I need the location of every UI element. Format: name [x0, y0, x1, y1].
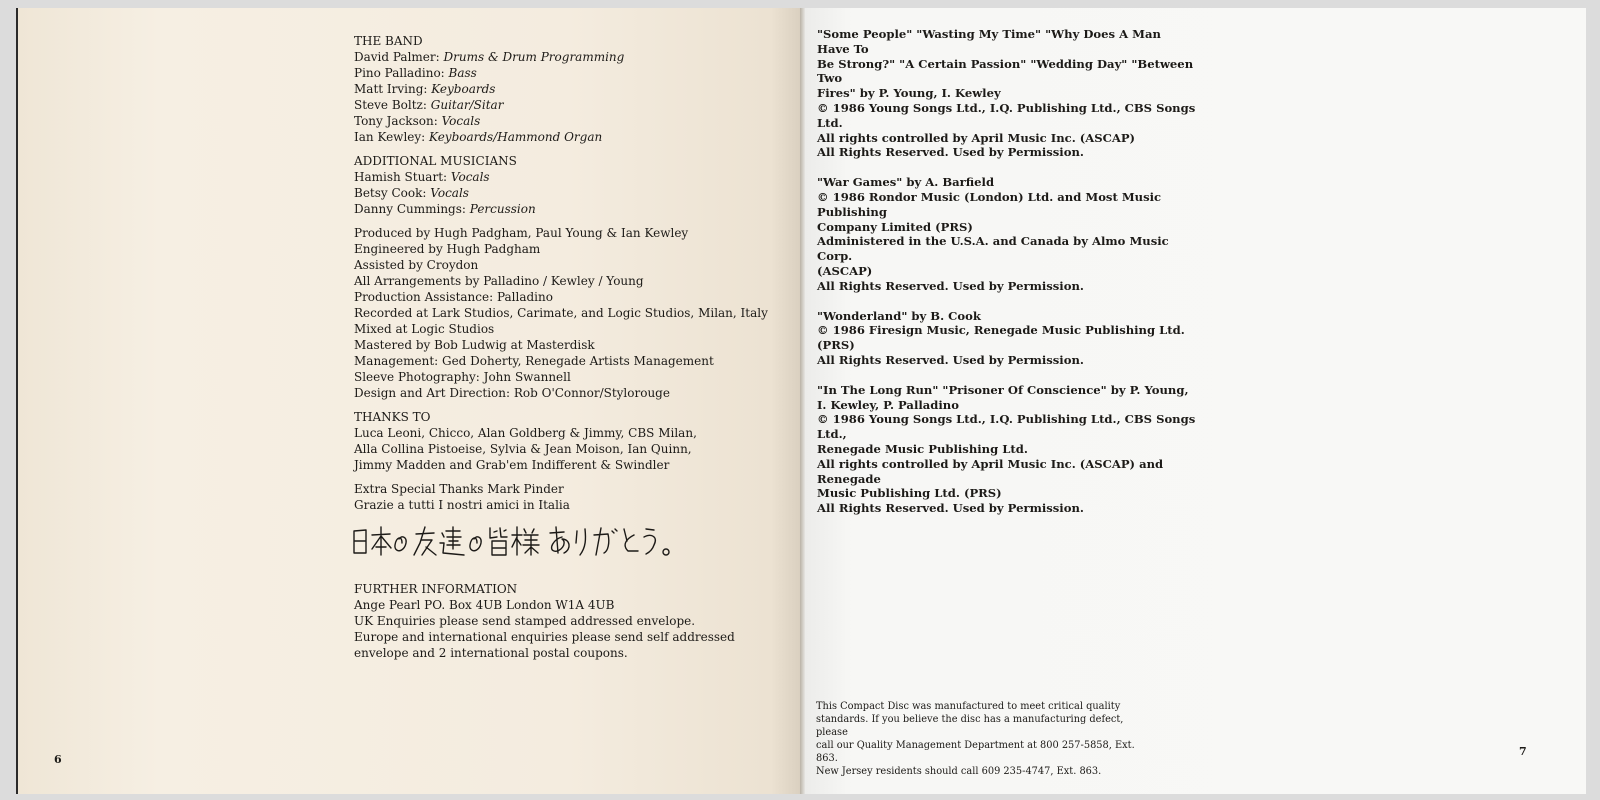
- credit-line: Fires" by P. Young, I. Kewley: [817, 86, 1001, 101]
- extra-thanks-line: Extra Special Thanks Mark Pinder: [354, 482, 564, 496]
- further-info-line: Europe and international enquiries please send self addressed: [354, 630, 735, 644]
- musician-role: Bass: [448, 66, 477, 80]
- production-credit-line: Management: Ged Doherty, Renegade Artists Management: [354, 354, 714, 368]
- credit-line: (ASCAP): [817, 263, 873, 278]
- song-credit-block: [817, 27, 1197, 160]
- additional-musicians-section: [354, 153, 784, 217]
- musician-name: Betsy Cook:: [354, 186, 427, 200]
- handwritten-japanese-image: [350, 523, 700, 563]
- footnote-line: New Jersey residents should call 609 235-4747, Ext. 863.: [816, 766, 1102, 777]
- thanks-list: [354, 425, 784, 473]
- production-credit-line: All Arrangements by Palladino / Kewley / Young: [354, 274, 644, 288]
- production-credits: [354, 225, 784, 401]
- production-credit-line: Production Assistance: Palladino: [354, 290, 553, 304]
- production-credit-line: Produced by Hugh Padgham, Paul Young & Ian Kewley: [354, 226, 689, 240]
- credit-line: "War Games" by A. Barfield: [817, 175, 995, 190]
- credit-line: I. Kewley, P. Palladino: [817, 397, 959, 412]
- band-heading: THE BAND: [354, 34, 423, 48]
- musician-line: [354, 201, 784, 217]
- musician-line: [354, 129, 784, 145]
- further-information-section: [354, 581, 784, 661]
- credit-line: © 1986 Firesign Music, Renegade Music Publishing Ltd. (PRS): [817, 323, 1185, 353]
- credit-line: Administered in the U.S.A. and Canada by Almo Music Corp.: [817, 234, 1169, 264]
- credit-line: Renegade Music Publishing Ltd.: [817, 441, 1028, 456]
- credit-line: All rights controlled by April Music Inc. (ASCAP): [817, 130, 1136, 145]
- production-credit-line: Sleeve Photography: John Swannell: [354, 370, 571, 384]
- musician-name: Pino Palladino:: [354, 66, 445, 80]
- thanks-line: Luca Leoni, Chicco, Alan Goldberg & Jimmy, CBS Milan,: [354, 426, 697, 440]
- credit-line: Music Publishing Ltd. (PRS): [817, 486, 1002, 501]
- credit-line: All Rights Reserved. Used by Permission.: [817, 352, 1084, 367]
- thanks-section: [354, 409, 784, 473]
- additional-heading: ADDITIONAL MUSICIANS: [354, 154, 517, 168]
- musician-role: Guitar/Sitar: [430, 98, 504, 112]
- musician-name: Matt Irving:: [354, 82, 428, 96]
- further-info-line: envelope and 2 international postal coupons.: [354, 646, 628, 660]
- musician-role: Drums & Drum Programming: [443, 50, 625, 64]
- production-credit-line: Assisted by Croydon: [354, 258, 479, 272]
- credit-line: All Rights Reserved. Used by Permission.: [817, 145, 1084, 160]
- band-section: [354, 33, 784, 145]
- musician-name: Hamish Stuart:: [354, 170, 448, 184]
- extra-thanks-line: Grazie a tutti I nostri amici in Italia: [354, 498, 570, 512]
- handwritten-japanese-note: [350, 523, 784, 563]
- page-number-right: 7: [1519, 745, 1527, 758]
- musician-line: [354, 169, 784, 185]
- credit-line: "Some People" "Wasting My Time" "Why Does A Man Have To: [817, 27, 1161, 56]
- left-page: [16, 8, 802, 794]
- musician-role: Vocals: [441, 114, 481, 128]
- musician-name: Steve Boltz:: [354, 98, 427, 112]
- extra-thanks: [354, 481, 784, 513]
- credit-line: "In The Long Run" "Prisoner Of Conscience" by P. Young,: [817, 382, 1189, 397]
- right-page: [805, 8, 1586, 794]
- band-list: [354, 49, 784, 145]
- page-number-left: 6: [54, 753, 62, 766]
- production-credit-line: Mastered by Bob Ludwig at Masterdisk: [354, 338, 595, 352]
- musician-name: Danny Cummings:: [354, 202, 466, 216]
- musician-role: Vocals: [430, 186, 469, 200]
- further-list: [354, 597, 784, 661]
- musician-role: Keyboards/Hammond Organ: [429, 130, 603, 144]
- thanks-heading: THANKS TO: [354, 410, 431, 424]
- further-heading: FURTHER INFORMATION: [354, 582, 518, 596]
- musician-name: Ian Kewley:: [354, 130, 426, 144]
- musician-line: [354, 81, 784, 97]
- musician-line: [354, 185, 784, 201]
- thanks-line: Alla Collina Pistoeise, Sylvia & Jean Moison, Ian Quinn,: [354, 442, 692, 456]
- production-credit-line: Engineered by Hugh Padgham: [354, 242, 541, 256]
- musician-name: Tony Jackson:: [354, 114, 438, 128]
- credit-line: "Wonderland" by B. Cook: [817, 308, 981, 323]
- further-info-line: UK Enquiries please send stamped addressed envelope.: [354, 614, 696, 628]
- song-credit-block: [817, 309, 1197, 368]
- quality-footnote: [816, 700, 1156, 778]
- credits-column: [354, 33, 784, 669]
- additional-list: [354, 169, 784, 217]
- musician-line: [354, 113, 784, 129]
- song-credit-block: [817, 383, 1197, 516]
- musician-role: Keyboards: [431, 82, 496, 96]
- credit-line: Company Limited (PRS): [817, 219, 973, 234]
- credit-line: All rights controlled by April Music Inc. (ASCAP) and Renegade: [817, 456, 1164, 486]
- credit-line: Be Strong?" "A Certain Passion" "Wedding Day" "Between Two: [817, 56, 1194, 86]
- production-credit-line: Mixed at Logic Studios: [354, 322, 495, 336]
- footnote-line: standards. If you believe the disc has a manufacturing defect, please: [816, 714, 1124, 738]
- thanks-line: Jimmy Madden and Grab'em Indifferent & Swindler: [354, 458, 670, 472]
- musician-line: [354, 97, 784, 113]
- musician-line: [354, 49, 784, 65]
- production-credit-line: Design and Art Direction: Rob O'Connor/Stylorouge: [354, 386, 670, 400]
- credit-line: All Rights Reserved. Used by Permission.: [817, 501, 1084, 516]
- credit-line: © 1986 Young Songs Ltd., I.Q. Publishing Ltd., CBS Songs Ltd.: [817, 100, 1196, 130]
- footnote-line: This Compact Disc was manufactured to meet critical quality: [816, 701, 1121, 712]
- musician-name: David Palmer:: [354, 50, 440, 64]
- musician-role: Vocals: [450, 170, 490, 184]
- song-credit-block: [817, 175, 1197, 293]
- copyright-credits: [817, 27, 1197, 531]
- credit-line: © 1986 Rondor Music (London) Ltd. and Most Music Publishing: [817, 189, 1162, 219]
- credit-line: All Rights Reserved. Used by Permission.: [817, 278, 1084, 293]
- musician-line: [354, 65, 784, 81]
- credit-line: © 1986 Young Songs Ltd., I.Q. Publishing Ltd., CBS Songs Ltd.,: [817, 412, 1196, 442]
- musician-role: Percussion: [469, 202, 536, 216]
- production-credit-line: Recorded at Lark Studios, Carimate, and Logic Studios, Milan, Italy: [354, 306, 768, 320]
- footnote-line: call our Quality Management Department at 800 257-5858, Ext. 863.: [816, 740, 1135, 764]
- further-info-line: Ange Pearl PO. Box 4UB London W1A 4UB: [354, 598, 615, 612]
